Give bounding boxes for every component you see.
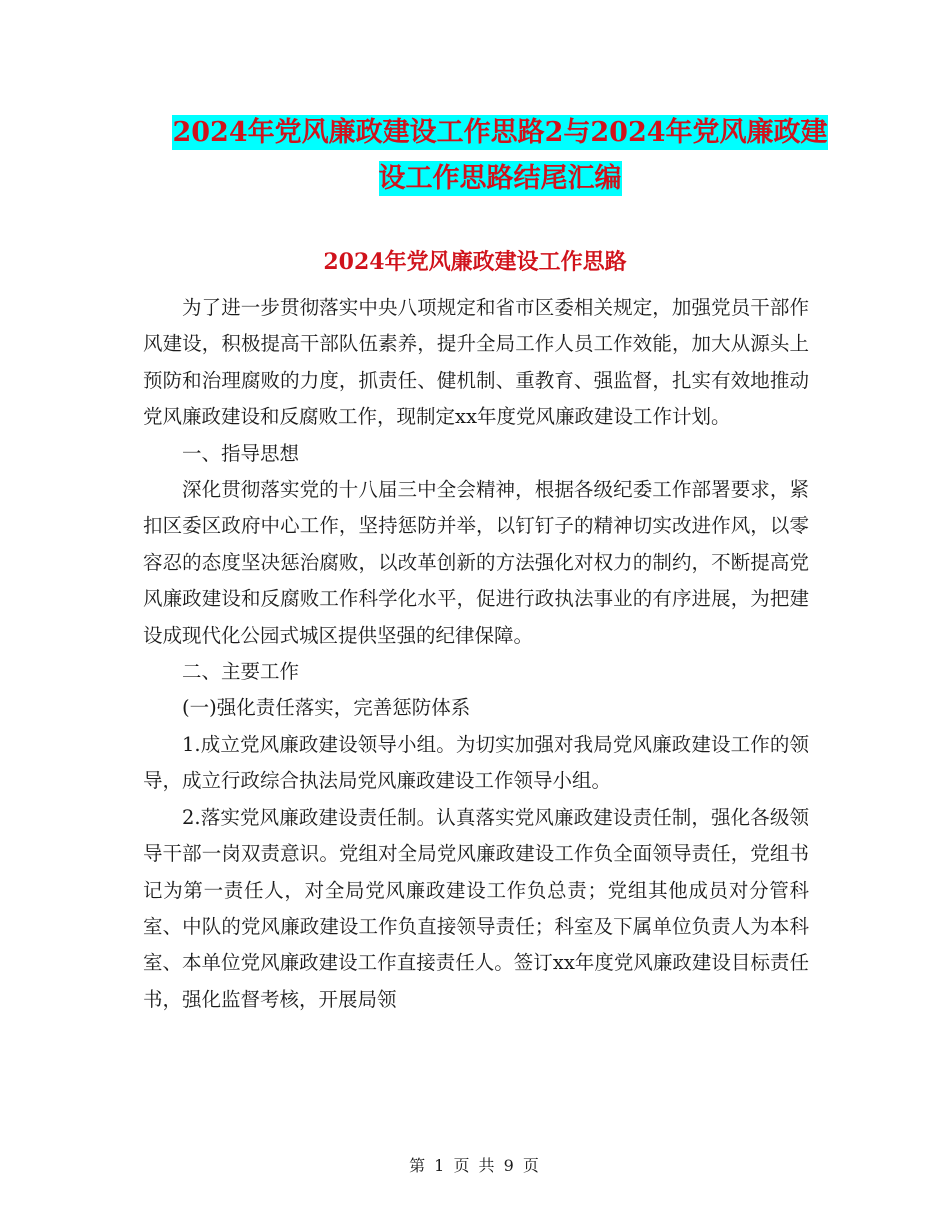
page-footer: 第 1 页 共 9 页	[409, 1156, 541, 1175]
subheading-responsibility: (一)强化责任落实，完善惩防体系	[182, 696, 471, 720]
paragraph-guiding-thought: 深化贯彻落实党的十八届三中全会精神，根据各级纪委工作部署要求，紧扣区委区政府中心工作，坚持惩防并举，以钉钉子的精神切实改进作风，以零容忍的态度坚决惩治腐败，以改革创新的方法强化对权力的制约，不断提高党风廉政建设和反腐败工作科学化水平，促进行政执法事业的有序进展，为把建设成现代化公园式城区提供坚强的纪律保障。	[143, 478, 809, 647]
document-body	[143, 290, 809, 1018]
title-line-2: 设工作思路结尾汇编	[378, 163, 622, 194]
heading-main-work: 二、主要工作	[182, 660, 300, 684]
heading-guiding-thought: 一、指导思想	[182, 441, 300, 465]
paragraph-intro: 为了进一步贯彻落实中央八项规定和省市区委相关规定，加强党员干部作风建设，积极提高干部队伍素养，提升全局工作人员工作效能，加大从源头上预防和治理腐败的力度，抓责任、健机制、重教育、强监督，扎实有效地推动党风廉政建设和反腐败工作，现制定xx年度党风廉政建设工作计划。	[143, 296, 809, 429]
title-line-1: 2024年党风廉政建设工作思路2与2024年党风廉政建	[172, 117, 828, 148]
document-title	[150, 110, 850, 202]
paragraph-item-1: 1.成立党风廉政建设领导小组。为切实加强对我局党风廉政建设工作的领导，成立行政综合执法局党风廉政建设工作领导小组。	[143, 732, 809, 793]
section-title: 2024年党风廉政建设工作思路	[323, 249, 627, 275]
paragraph-item-2: 2.落实党风廉政建设责任制。认真落实党风廉政建设责任制，强化各级领导干部一岗双责意识。党组对全局党风廉政建设工作负全面领导责任，党组书记为第一责任人，对全局党风廉政建设工作负总责；党组其他成员对分管科室、中队的党风廉政建设工作负直接领导责任；科室及下属单位负责人为本科室、本单位党风廉政建设工作直接责任人。签订xx年度党风廉政建设目标责任书，强化监督考核，开展局领	[143, 805, 809, 1011]
